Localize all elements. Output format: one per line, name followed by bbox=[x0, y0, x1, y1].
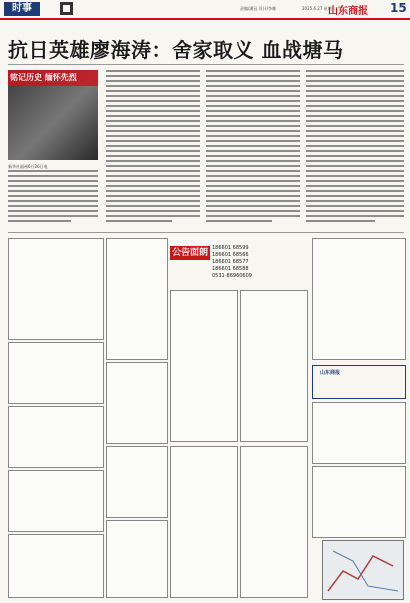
notice-box bbox=[240, 290, 308, 442]
paper-name: 山东商报 bbox=[328, 6, 368, 17]
notice-box bbox=[8, 534, 104, 598]
notice-box bbox=[106, 238, 168, 360]
section-label: 时事 bbox=[4, 2, 40, 16]
page-number: 15 bbox=[390, 1, 407, 15]
article-column-3 bbox=[206, 70, 300, 225]
map-graphic bbox=[323, 541, 403, 599]
article-column-2 bbox=[106, 70, 200, 225]
notice-box bbox=[8, 470, 104, 532]
notice-box bbox=[106, 446, 168, 518]
notice-box bbox=[170, 446, 238, 598]
notice-box bbox=[312, 466, 406, 538]
notice-box bbox=[8, 238, 104, 340]
paper-promo-title: 山东商报 bbox=[320, 370, 341, 376]
notice-box bbox=[8, 406, 104, 468]
photo-banner-text: 铭记历史 缅怀先烈 bbox=[10, 73, 77, 82]
divider bbox=[8, 64, 404, 65]
byline: 新华社福州6月26日电 bbox=[8, 164, 48, 169]
headline: 抗日英雄廖海涛：舍家取义 血战塘马 bbox=[8, 38, 344, 62]
notice-phones: 186601 68599 186601 68566 186601 68577 186601 68588 0531-86960609 bbox=[212, 245, 252, 279]
notice-box bbox=[170, 290, 238, 442]
editors-credit: 责编/潘冠 设计/李娜 bbox=[240, 6, 276, 11]
notice-logo: 公告面朗 bbox=[171, 248, 208, 258]
qr-code-icon bbox=[60, 2, 73, 15]
notice-box bbox=[312, 238, 406, 360]
notice-box bbox=[240, 446, 308, 598]
notice-box bbox=[106, 362, 168, 444]
issue-date: 2025.6.27 星期五 bbox=[302, 6, 336, 11]
divider bbox=[8, 232, 404, 233]
map-image bbox=[322, 540, 404, 600]
notice-box bbox=[106, 520, 168, 598]
notice-box bbox=[8, 342, 104, 404]
article-column-1 bbox=[8, 164, 98, 225]
article-column-4 bbox=[306, 70, 404, 225]
notice-box bbox=[312, 402, 406, 464]
